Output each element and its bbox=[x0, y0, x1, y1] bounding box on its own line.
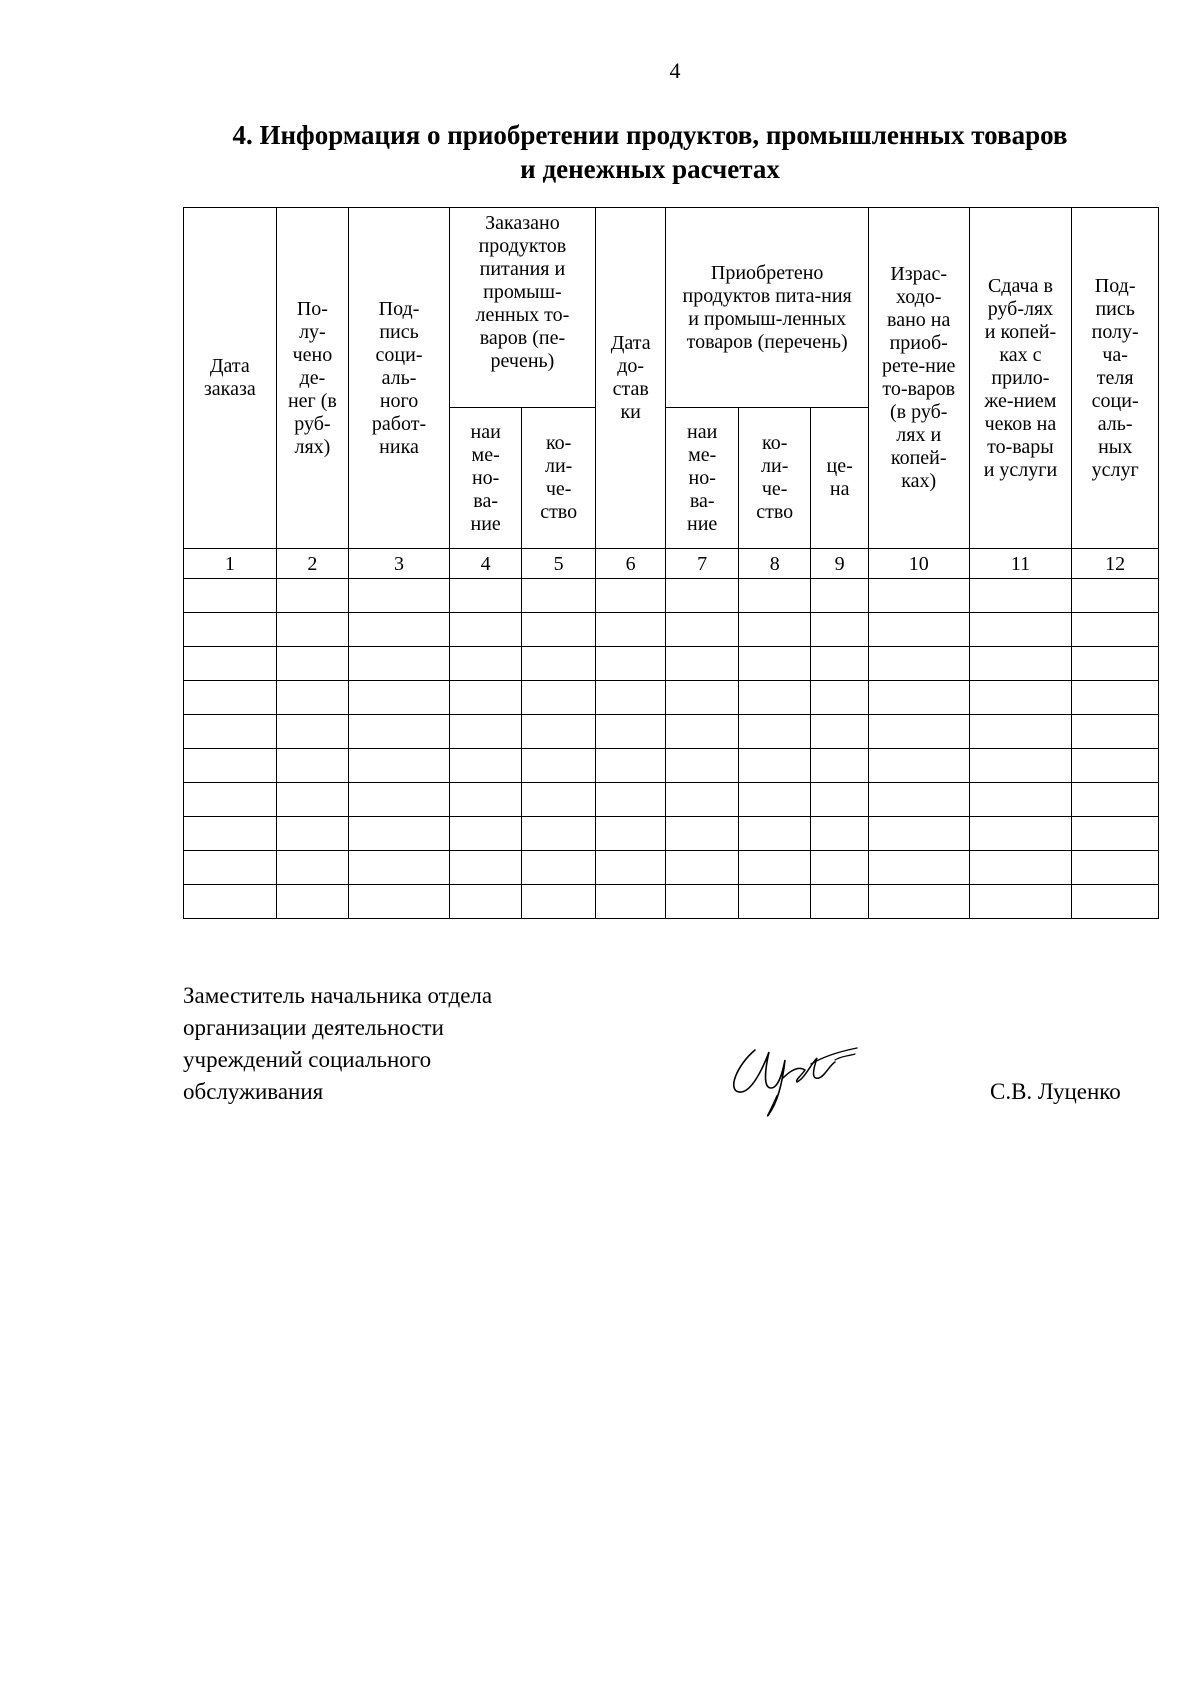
table-cell bbox=[811, 613, 868, 647]
table-cell bbox=[666, 715, 739, 749]
table-cell bbox=[522, 783, 596, 817]
document-title bbox=[180, 118, 1120, 186]
table-cell bbox=[449, 613, 522, 647]
table-cell bbox=[868, 885, 969, 919]
table-row bbox=[184, 681, 1159, 715]
page-number: 4 bbox=[669, 58, 681, 83]
table-cell bbox=[738, 783, 811, 817]
table-cell bbox=[969, 647, 1072, 681]
table-cell bbox=[184, 613, 277, 647]
table-cell bbox=[969, 681, 1072, 715]
table-cell bbox=[349, 749, 450, 783]
header-recipient-signature: Под-пись полу-ча-теля соци-аль-ных услуг bbox=[1072, 208, 1159, 549]
column-number: 7 bbox=[666, 549, 739, 579]
table-cell bbox=[666, 851, 739, 885]
table-cell bbox=[969, 715, 1072, 749]
table-cell bbox=[868, 851, 969, 885]
table-cell bbox=[449, 681, 522, 715]
table-cell bbox=[868, 579, 969, 613]
table-cell bbox=[811, 885, 868, 919]
table-row bbox=[184, 579, 1159, 613]
table-cell bbox=[184, 851, 277, 885]
table-cell bbox=[868, 749, 969, 783]
table-cell bbox=[184, 715, 277, 749]
purchase-info-table bbox=[183, 207, 1159, 919]
table-cell bbox=[969, 579, 1072, 613]
table-cell bbox=[738, 579, 811, 613]
table-cell bbox=[349, 681, 450, 715]
table-cell bbox=[595, 783, 666, 817]
column-number: 8 bbox=[738, 549, 811, 579]
column-number: 1 bbox=[184, 549, 277, 579]
column-number: 6 bbox=[595, 549, 666, 579]
signer-name: С.В. Луценко bbox=[990, 1079, 1121, 1104]
header-date-ordered: Дата заказа bbox=[184, 208, 277, 549]
table-cell bbox=[595, 647, 666, 681]
table-cell bbox=[522, 579, 596, 613]
table-cell bbox=[666, 749, 739, 783]
table-cell bbox=[595, 817, 666, 851]
table-cell bbox=[1072, 613, 1159, 647]
table-cell bbox=[184, 783, 277, 817]
table-cell bbox=[595, 613, 666, 647]
table-cell bbox=[1072, 749, 1159, 783]
table-cell bbox=[276, 647, 349, 681]
table-cell bbox=[349, 613, 450, 647]
table-cell bbox=[1072, 647, 1159, 681]
table-cell bbox=[666, 613, 739, 647]
table-cell bbox=[666, 783, 739, 817]
table-cell bbox=[666, 647, 739, 681]
table-cell bbox=[868, 681, 969, 715]
column-number: 9 bbox=[811, 549, 868, 579]
column-number: 11 bbox=[969, 549, 1072, 579]
table-row bbox=[184, 613, 1159, 647]
table-cell bbox=[349, 851, 450, 885]
table-cell bbox=[738, 647, 811, 681]
table-cell bbox=[349, 817, 450, 851]
table-cell bbox=[595, 885, 666, 919]
table-cell bbox=[811, 681, 868, 715]
table-cell bbox=[969, 783, 1072, 817]
column-number: 3 bbox=[349, 549, 450, 579]
table-cell bbox=[868, 715, 969, 749]
table-cell bbox=[666, 885, 739, 919]
table-cell bbox=[449, 817, 522, 851]
header-ordered-group: Заказано продуктов питания и промыш-ленных то-варов (пе-речень) bbox=[449, 208, 595, 408]
table-cell bbox=[811, 647, 868, 681]
table-cell bbox=[449, 715, 522, 749]
header-social-worker-signature: Под-пись соци-аль-ного работ-ника bbox=[349, 208, 450, 549]
table-cell bbox=[738, 613, 811, 647]
table-cell bbox=[449, 885, 522, 919]
header-spent: Израс-ходо-вано на приоб-рете-ние то-варов (в руб-лях и копей-ках) bbox=[868, 208, 969, 549]
table-row bbox=[184, 715, 1159, 749]
table-cell bbox=[184, 885, 277, 919]
table-cell bbox=[1072, 817, 1159, 851]
signer-position bbox=[183, 980, 603, 1108]
table-cell bbox=[1072, 681, 1159, 715]
table-cell bbox=[1072, 783, 1159, 817]
empty-rows bbox=[184, 579, 1159, 919]
header-ordered-name: наи ме-но-ва-ние bbox=[449, 408, 522, 549]
table-cell bbox=[666, 681, 739, 715]
table-cell bbox=[738, 715, 811, 749]
table-cell bbox=[276, 749, 349, 783]
header-change: Сдача в руб-лях и копей-ках с прило-же-нием чеков на то-вары и услуги bbox=[969, 208, 1072, 549]
header-purchased-price: це-на bbox=[811, 408, 868, 549]
table-cell bbox=[811, 715, 868, 749]
table-row bbox=[184, 885, 1159, 919]
table-cell bbox=[595, 749, 666, 783]
table-cell bbox=[522, 817, 596, 851]
table-cell bbox=[276, 851, 349, 885]
table-cell bbox=[1072, 715, 1159, 749]
table-cell bbox=[969, 885, 1072, 919]
table-cell bbox=[276, 715, 349, 749]
table-cell bbox=[184, 681, 277, 715]
table-cell bbox=[666, 817, 739, 851]
table-cell bbox=[522, 647, 596, 681]
table-cell bbox=[969, 613, 1072, 647]
table-cell bbox=[738, 851, 811, 885]
table-row bbox=[184, 783, 1159, 817]
table-cell bbox=[276, 613, 349, 647]
table-cell bbox=[738, 749, 811, 783]
table-cell bbox=[349, 579, 450, 613]
table-row bbox=[184, 647, 1159, 681]
table-cell bbox=[449, 647, 522, 681]
handwritten-signature bbox=[725, 1030, 865, 1120]
table-cell bbox=[184, 647, 277, 681]
table-cell bbox=[276, 817, 349, 851]
table-cell bbox=[738, 885, 811, 919]
header-delivery-date: Дата до-став ки bbox=[595, 208, 666, 549]
table-cell bbox=[184, 817, 277, 851]
table-cell bbox=[522, 851, 596, 885]
signer-position-line-3: учреждений социального bbox=[183, 1047, 432, 1072]
column-number: 4 bbox=[449, 549, 522, 579]
table-cell bbox=[595, 681, 666, 715]
signer-position-line-1: Заместитель начальника отдела bbox=[183, 983, 493, 1008]
table-cell bbox=[595, 715, 666, 749]
column-number: 2 bbox=[276, 549, 349, 579]
table-row bbox=[184, 749, 1159, 783]
table-cell bbox=[595, 579, 666, 613]
table-cell bbox=[811, 817, 868, 851]
table-cell bbox=[868, 817, 969, 851]
table-cell bbox=[1072, 851, 1159, 885]
column-number: 10 bbox=[868, 549, 969, 579]
header-purchased-quantity: ко-ли-че-ство bbox=[738, 408, 811, 549]
table-cell bbox=[449, 783, 522, 817]
table-cell bbox=[811, 783, 868, 817]
table-cell bbox=[349, 647, 450, 681]
table-cell bbox=[522, 749, 596, 783]
table-cell bbox=[522, 885, 596, 919]
signer-position-line-4: обслуживания bbox=[183, 1079, 324, 1104]
table-cell bbox=[969, 817, 1072, 851]
header-money-received: По-лу-чено де-нег (в руб-лях) bbox=[276, 208, 349, 549]
table-cell bbox=[449, 851, 522, 885]
table-cell bbox=[595, 851, 666, 885]
table-cell bbox=[276, 783, 349, 817]
table-cell bbox=[1072, 579, 1159, 613]
table-cell bbox=[184, 579, 277, 613]
table-cell bbox=[184, 749, 277, 783]
document-title-line-1: 4. Информация о приобретении продуктов, промышленных товаров bbox=[232, 120, 1068, 150]
table-cell bbox=[868, 783, 969, 817]
table-cell bbox=[349, 715, 450, 749]
table-cell bbox=[276, 885, 349, 919]
table-cell bbox=[1072, 885, 1159, 919]
table-cell bbox=[276, 681, 349, 715]
header-ordered-quantity: ко-ли-че-ство bbox=[522, 408, 596, 549]
table-cell bbox=[811, 749, 868, 783]
table-cell bbox=[522, 715, 596, 749]
table-cell bbox=[969, 851, 1072, 885]
table-cell bbox=[738, 681, 811, 715]
table-cell bbox=[811, 851, 868, 885]
column-number: 12 bbox=[1072, 549, 1159, 579]
table-cell bbox=[969, 749, 1072, 783]
table-cell bbox=[349, 783, 450, 817]
table-row bbox=[184, 817, 1159, 851]
table-cell bbox=[868, 647, 969, 681]
table-cell bbox=[868, 613, 969, 647]
table-cell bbox=[349, 885, 450, 919]
header-purchased-group: Приобретено продуктов пита-ния и промыш-ленных товаров (перечень) bbox=[666, 208, 868, 408]
column-number: 5 bbox=[522, 549, 596, 579]
table-cell bbox=[522, 613, 596, 647]
table-cell bbox=[449, 579, 522, 613]
table-cell bbox=[666, 579, 739, 613]
table-cell bbox=[811, 579, 868, 613]
signer-position-line-2: организации деятельности bbox=[183, 1015, 444, 1040]
column-numbers-row bbox=[184, 549, 1159, 579]
document-title-line-2: и денежных расчетах bbox=[520, 154, 780, 184]
table-cell bbox=[522, 681, 596, 715]
table-cell bbox=[449, 749, 522, 783]
table-row bbox=[184, 851, 1159, 885]
table-cell bbox=[738, 817, 811, 851]
header-purchased-name: наи ме-но-ва-ние bbox=[666, 408, 739, 549]
table-cell bbox=[276, 579, 349, 613]
